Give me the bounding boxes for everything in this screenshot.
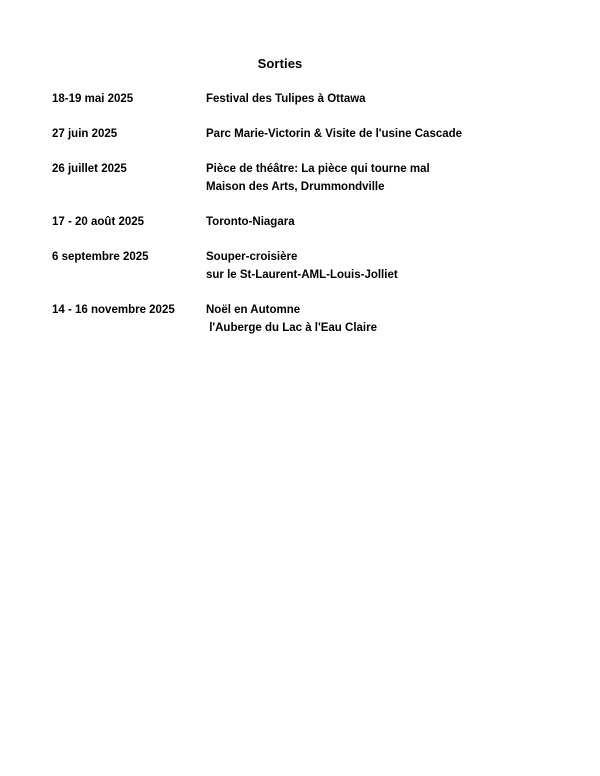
event-row [52,125,572,143]
event-description-line: Maison des Arts, Drummondville [206,181,385,193]
event-row [52,160,572,196]
event-description-line: Festival des Tulipes à Ottawa [206,93,366,105]
event-description [206,213,295,231]
event-row [52,301,572,337]
event-date: 6 septembre 2025 [52,251,149,263]
event-date: 14 - 16 novembre 2025 [52,304,175,316]
event-date: 26 juillet 2025 [52,163,127,175]
event-date: 17 - 20 août 2025 [52,216,145,228]
event-description [206,125,462,143]
event-description-line: Noël en Automne [206,304,301,316]
event-row [52,90,572,108]
event-description [206,248,398,284]
event-description-line: l'Auberge du Lac à l'Eau Claire [206,322,377,334]
event-description-line: Pièce de théâtre: La pièce qui tourne mal [206,163,430,175]
event-description-line: sur le St-Laurent-AML-Louis-Jolliet [206,269,398,281]
event-description-line: Souper-croisière [206,251,298,263]
events-list [52,90,572,354]
event-description [206,90,366,108]
event-row [52,248,572,284]
event-description [206,160,430,196]
event-date: 27 juin 2025 [52,128,118,140]
event-row [52,213,572,231]
event-description-line: Toronto-Niagara [206,216,295,228]
event-date: 18-19 mai 2025 [52,93,134,105]
event-description [206,301,377,337]
event-description-line: Parc Marie-Victorin & Visite de l'usine Cascade [206,128,463,140]
page-title: Sorties [257,56,303,71]
